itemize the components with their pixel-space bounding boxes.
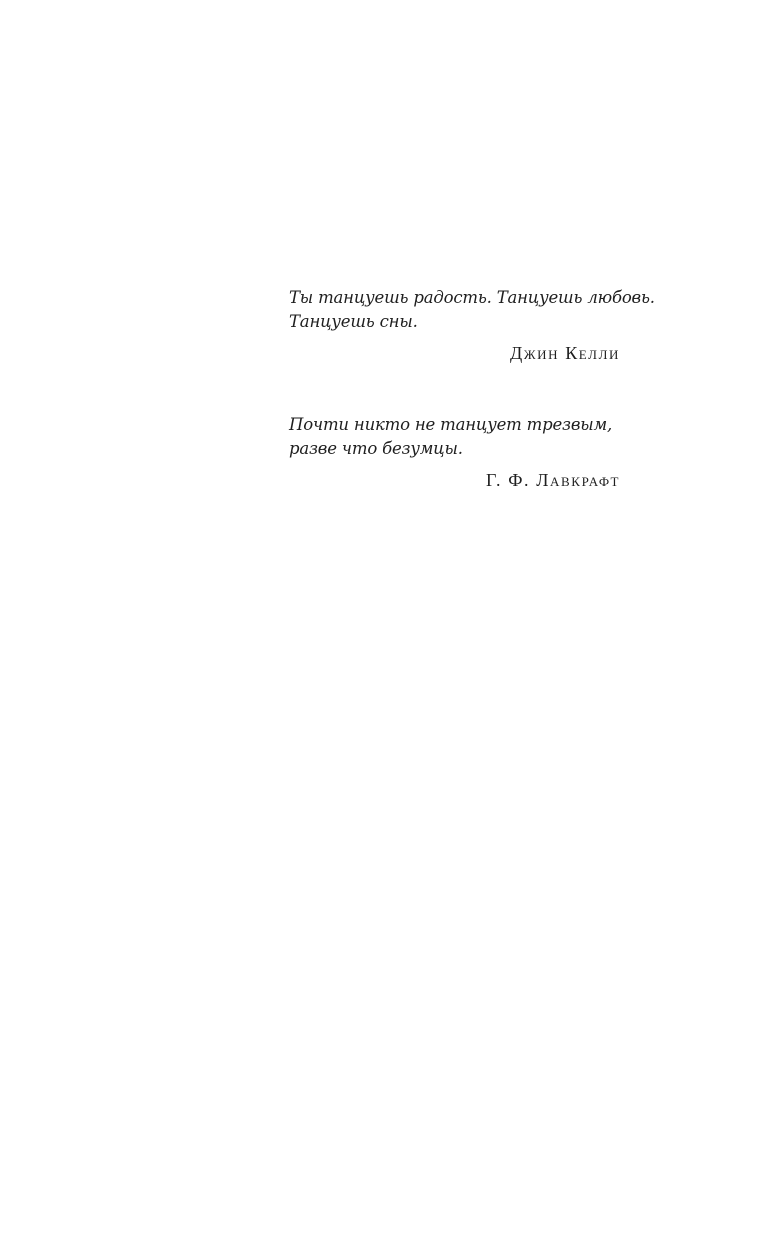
epigraph-gene-kelly [289,286,655,365]
quote-author: Г. Ф. Лавкрафт [486,470,620,490]
epigraph-lovecraft [289,413,620,492]
quote-line: Ты танцуешь радость. Танцуешь любовь. [289,288,655,307]
quote-line: Почти никто не танцует трезвым, [289,415,612,434]
quote-line: Танцуешь сны. [289,312,418,331]
quote-author: Джин Келли [510,343,620,363]
quote-line: разве что безумцы. [289,439,463,458]
